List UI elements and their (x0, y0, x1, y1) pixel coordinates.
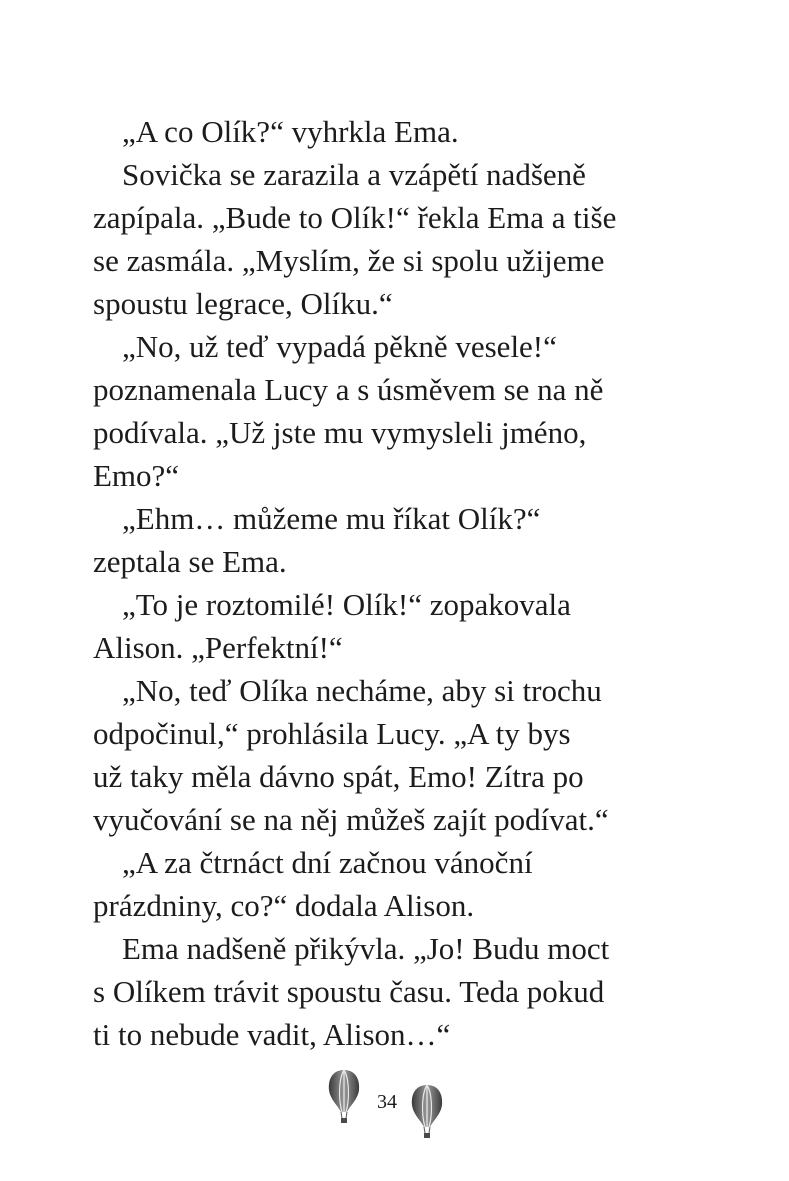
body-text (93, 110, 703, 1056)
text-line: spoustu legrace, Olíku.“ (93, 286, 393, 321)
text-line: Sovička se zarazila a vzápětí nadšeně (122, 157, 586, 192)
text-line: Alison. „Perfektní!“ (93, 630, 343, 665)
paragraph (93, 669, 703, 841)
text-line: Emo?“ (93, 458, 180, 493)
text-line: zeptala se Ema. (93, 544, 287, 579)
text-line: už taky měla dávno spát, Emo! Zítra po (93, 759, 584, 794)
hot-air-balloon-icon (327, 1068, 361, 1132)
paragraph (93, 153, 703, 325)
text-line: s Olíkem trávit spoustu času. Teda pokud (93, 974, 605, 1009)
text-line: odpočinul,“ prohlásila Lucy. „A ty bys (93, 716, 571, 751)
text-line: zapípala. „Bude to Olík!“ řekla Ema a tiše (93, 200, 617, 235)
paragraph (93, 841, 703, 927)
text-line: ti to nebude vadit, Alison…“ (93, 1017, 451, 1052)
text-line: „A co Olík?“ vyhrkla Ema. (122, 114, 459, 149)
paragraph (93, 325, 703, 497)
paragraph (93, 583, 703, 669)
text-line: „Ehm… můžeme mu říkat Olík?“ (122, 501, 541, 536)
text-line: vyučování se na něj můžeš zajít podívat.“ (93, 802, 609, 837)
paragraph (93, 927, 703, 1056)
text-line: poznamenala Lucy a s úsměvem se na ně (93, 372, 604, 407)
text-line: „A za čtrnáct dní začnou vánoční (122, 845, 533, 880)
page-number: 34 (377, 1091, 397, 1113)
text-line: podívala. „Už jste mu vymysleli jméno, (93, 415, 587, 450)
text-line: „To je roztomilé! Olík!“ zopakovala (122, 587, 571, 622)
hot-air-balloon-icon (410, 1083, 444, 1147)
text-line: „No, už teď vypadá pěkně vesele!“ (122, 329, 557, 364)
paragraph (93, 110, 703, 153)
text-line: prázdniny, co?“ dodala Alison. (93, 888, 475, 923)
text-line: „No, teď Olíka necháme, aby si trochu (122, 673, 602, 708)
text-line: Ema nadšeně přikývla. „Jo! Budu moct (122, 931, 610, 966)
paragraph (93, 497, 703, 583)
text-line: se zasmála. „Myslím, že si spolu užijeme (93, 243, 605, 278)
